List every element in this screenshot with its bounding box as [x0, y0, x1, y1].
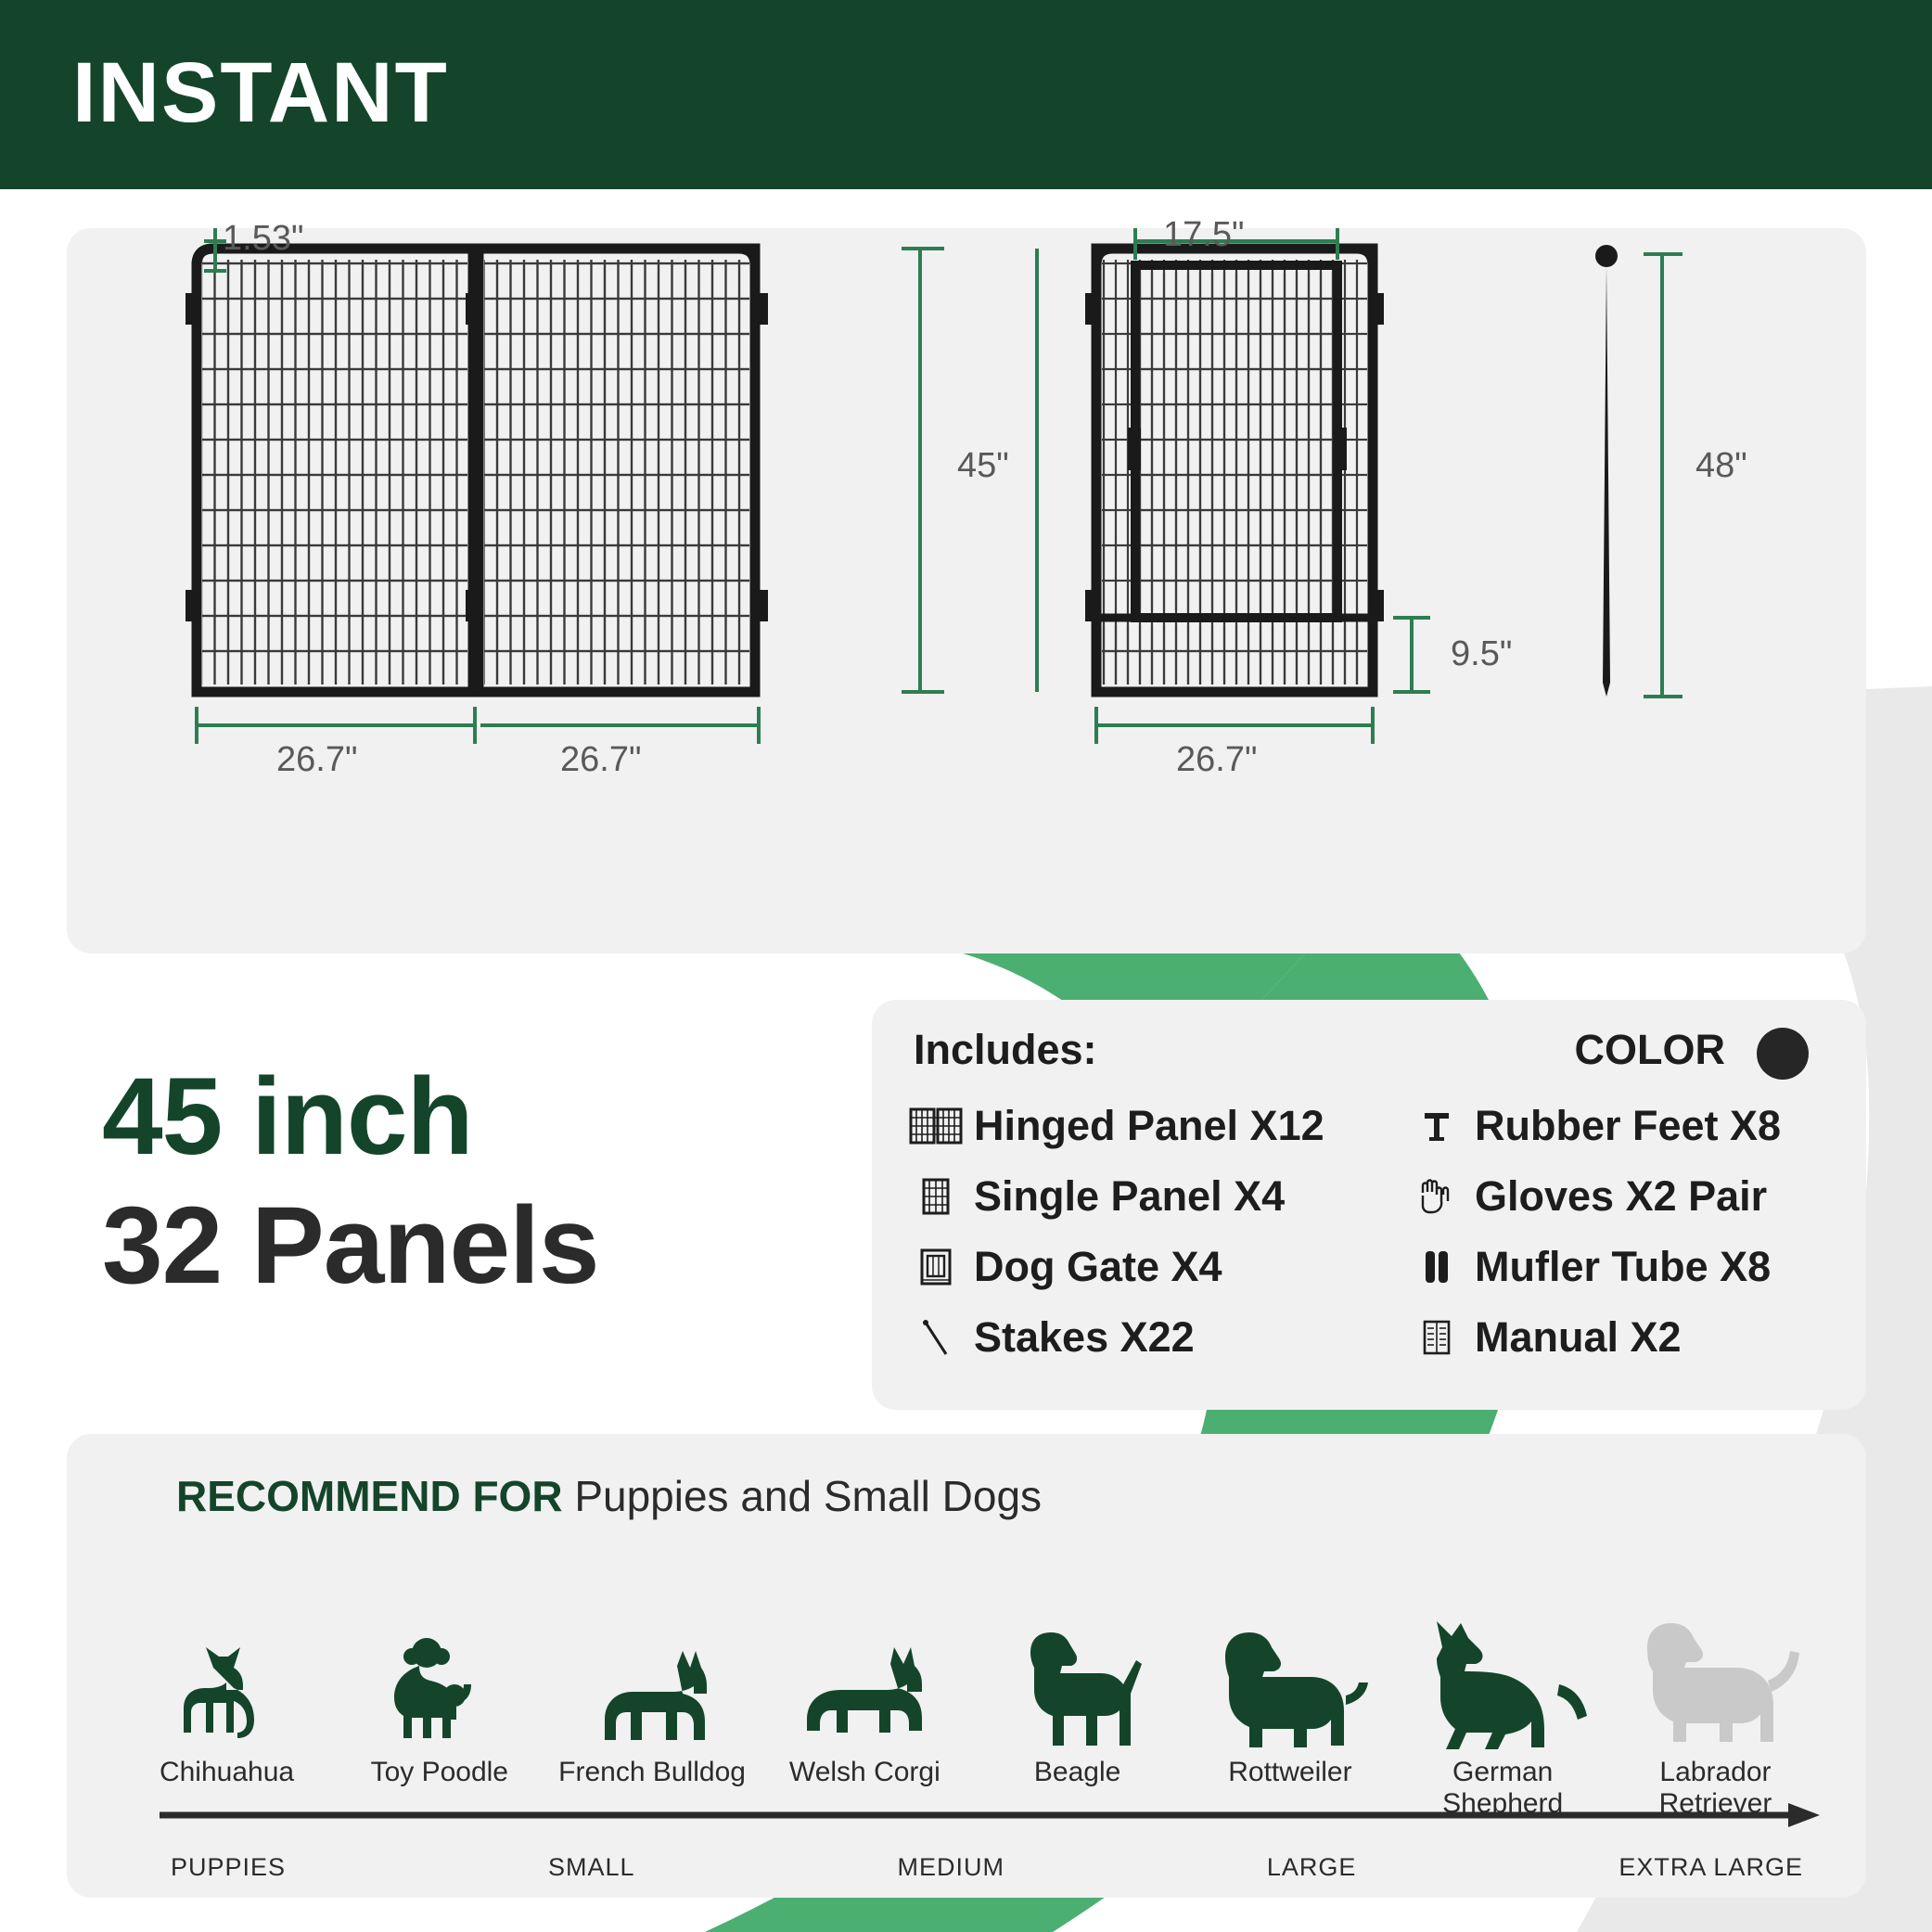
breed-name: Rottweiler [1228, 1757, 1352, 1787]
dim-width-right: 26.7" [560, 740, 642, 779]
brand-title: INSTANT [72, 45, 449, 140]
color-label: COLOR [1574, 1026, 1725, 1073]
recommend-card [67, 1434, 1866, 1898]
breed-name: German Shepherd [1442, 1757, 1564, 1819]
breed-rottweiler [1185, 1619, 1394, 1749]
dim-width-gate: 26.7" [1176, 740, 1258, 779]
hinged-panel-icon [909, 1099, 963, 1153]
breed-toy-poodle [335, 1629, 544, 1749]
size-label: EXTRA LARGE [1619, 1853, 1803, 1881]
includes-item-label: Mufler Tube X8 [1475, 1243, 1772, 1290]
breed-name: French Bulldog [558, 1757, 746, 1787]
includes-item [1410, 1091, 1781, 1161]
size-scale-arrow [160, 1801, 1820, 1829]
breed-german-shepherd [1399, 1610, 1607, 1749]
recommend-heading-rest: Puppies and Small Dogs [562, 1472, 1043, 1520]
includes-item [1410, 1232, 1781, 1302]
manual-icon [1410, 1311, 1464, 1364]
includes-item [909, 1091, 1324, 1161]
includes-heading: Includes: [914, 1026, 1097, 1073]
includes-item-label: Gloves X2 Pair [1475, 1172, 1768, 1220]
recommend-heading-bold: RECOMMEND FOR [176, 1472, 563, 1520]
breed-labrador-retriever [1611, 1610, 1820, 1749]
dim-gate-width: 17.5" [1163, 215, 1245, 254]
includes-right-column [1410, 1091, 1781, 1373]
breed-french-bulldog [548, 1638, 757, 1749]
includes-item-label: Manual X2 [1475, 1313, 1682, 1361]
size-scale-labels [171, 1853, 1803, 1882]
dim-stake-height: 48" [1695, 446, 1747, 485]
includes-left-column [909, 1091, 1324, 1373]
color-swatch-black [1757, 1028, 1809, 1080]
includes-item [1410, 1161, 1781, 1232]
size-label: PUPPIES [171, 1853, 287, 1881]
dim-panel-thickness: 1.53" [223, 219, 304, 258]
size-label: SMALL [547, 1853, 635, 1881]
dim-gate-bottom: 9.5" [1451, 634, 1513, 673]
includes-card [872, 1000, 1866, 1410]
recommend-heading [176, 1471, 1042, 1521]
dimension-diagram-card [67, 215, 1866, 953]
breed-chihuahua [122, 1638, 331, 1749]
includes-item [909, 1232, 1324, 1302]
includes-item [909, 1161, 1324, 1232]
dim-panel-height: 45" [957, 446, 1009, 485]
breed-welsh-corgi [761, 1638, 969, 1749]
breed-name: Welsh Corgi [788, 1757, 940, 1787]
includes-item-label: Single Panel X4 [974, 1172, 1286, 1220]
includes-item [909, 1302, 1324, 1373]
mufler-tube-icon [1410, 1240, 1464, 1294]
breed-beagle [973, 1619, 1182, 1749]
page-header [0, 0, 1932, 189]
product-title [102, 1053, 598, 1311]
dog-gate-icon [909, 1240, 963, 1294]
dimension-diagram-svg [67, 228, 1866, 953]
breed-name: Labrador Retriever [1658, 1757, 1772, 1819]
breed-name: Toy Poodle [370, 1757, 508, 1787]
breed-name: Beagle [1033, 1757, 1121, 1787]
breed-name: Chihuahua [159, 1757, 295, 1787]
gloves-icon [1410, 1170, 1464, 1223]
rubber-feet-icon [1410, 1099, 1464, 1153]
includes-item-label: Dog Gate X4 [974, 1243, 1222, 1290]
size-label: LARGE [1266, 1853, 1357, 1881]
includes-item [1410, 1302, 1781, 1373]
dim-width-left: 26.7" [276, 740, 358, 779]
breed-silhouette-row [122, 1536, 1820, 1749]
single-panel-icon [909, 1170, 963, 1223]
title-line-2: 32 Panels [102, 1184, 599, 1308]
title-line-1: 45 inch [102, 1056, 473, 1178]
stake-icon [909, 1311, 963, 1364]
includes-item-label: Hinged Panel X12 [974, 1102, 1324, 1149]
size-label: MEDIUM [897, 1853, 1004, 1881]
includes-item-label: Stakes X22 [974, 1313, 1195, 1361]
includes-item-label: Rubber Feet X8 [1475, 1102, 1782, 1149]
